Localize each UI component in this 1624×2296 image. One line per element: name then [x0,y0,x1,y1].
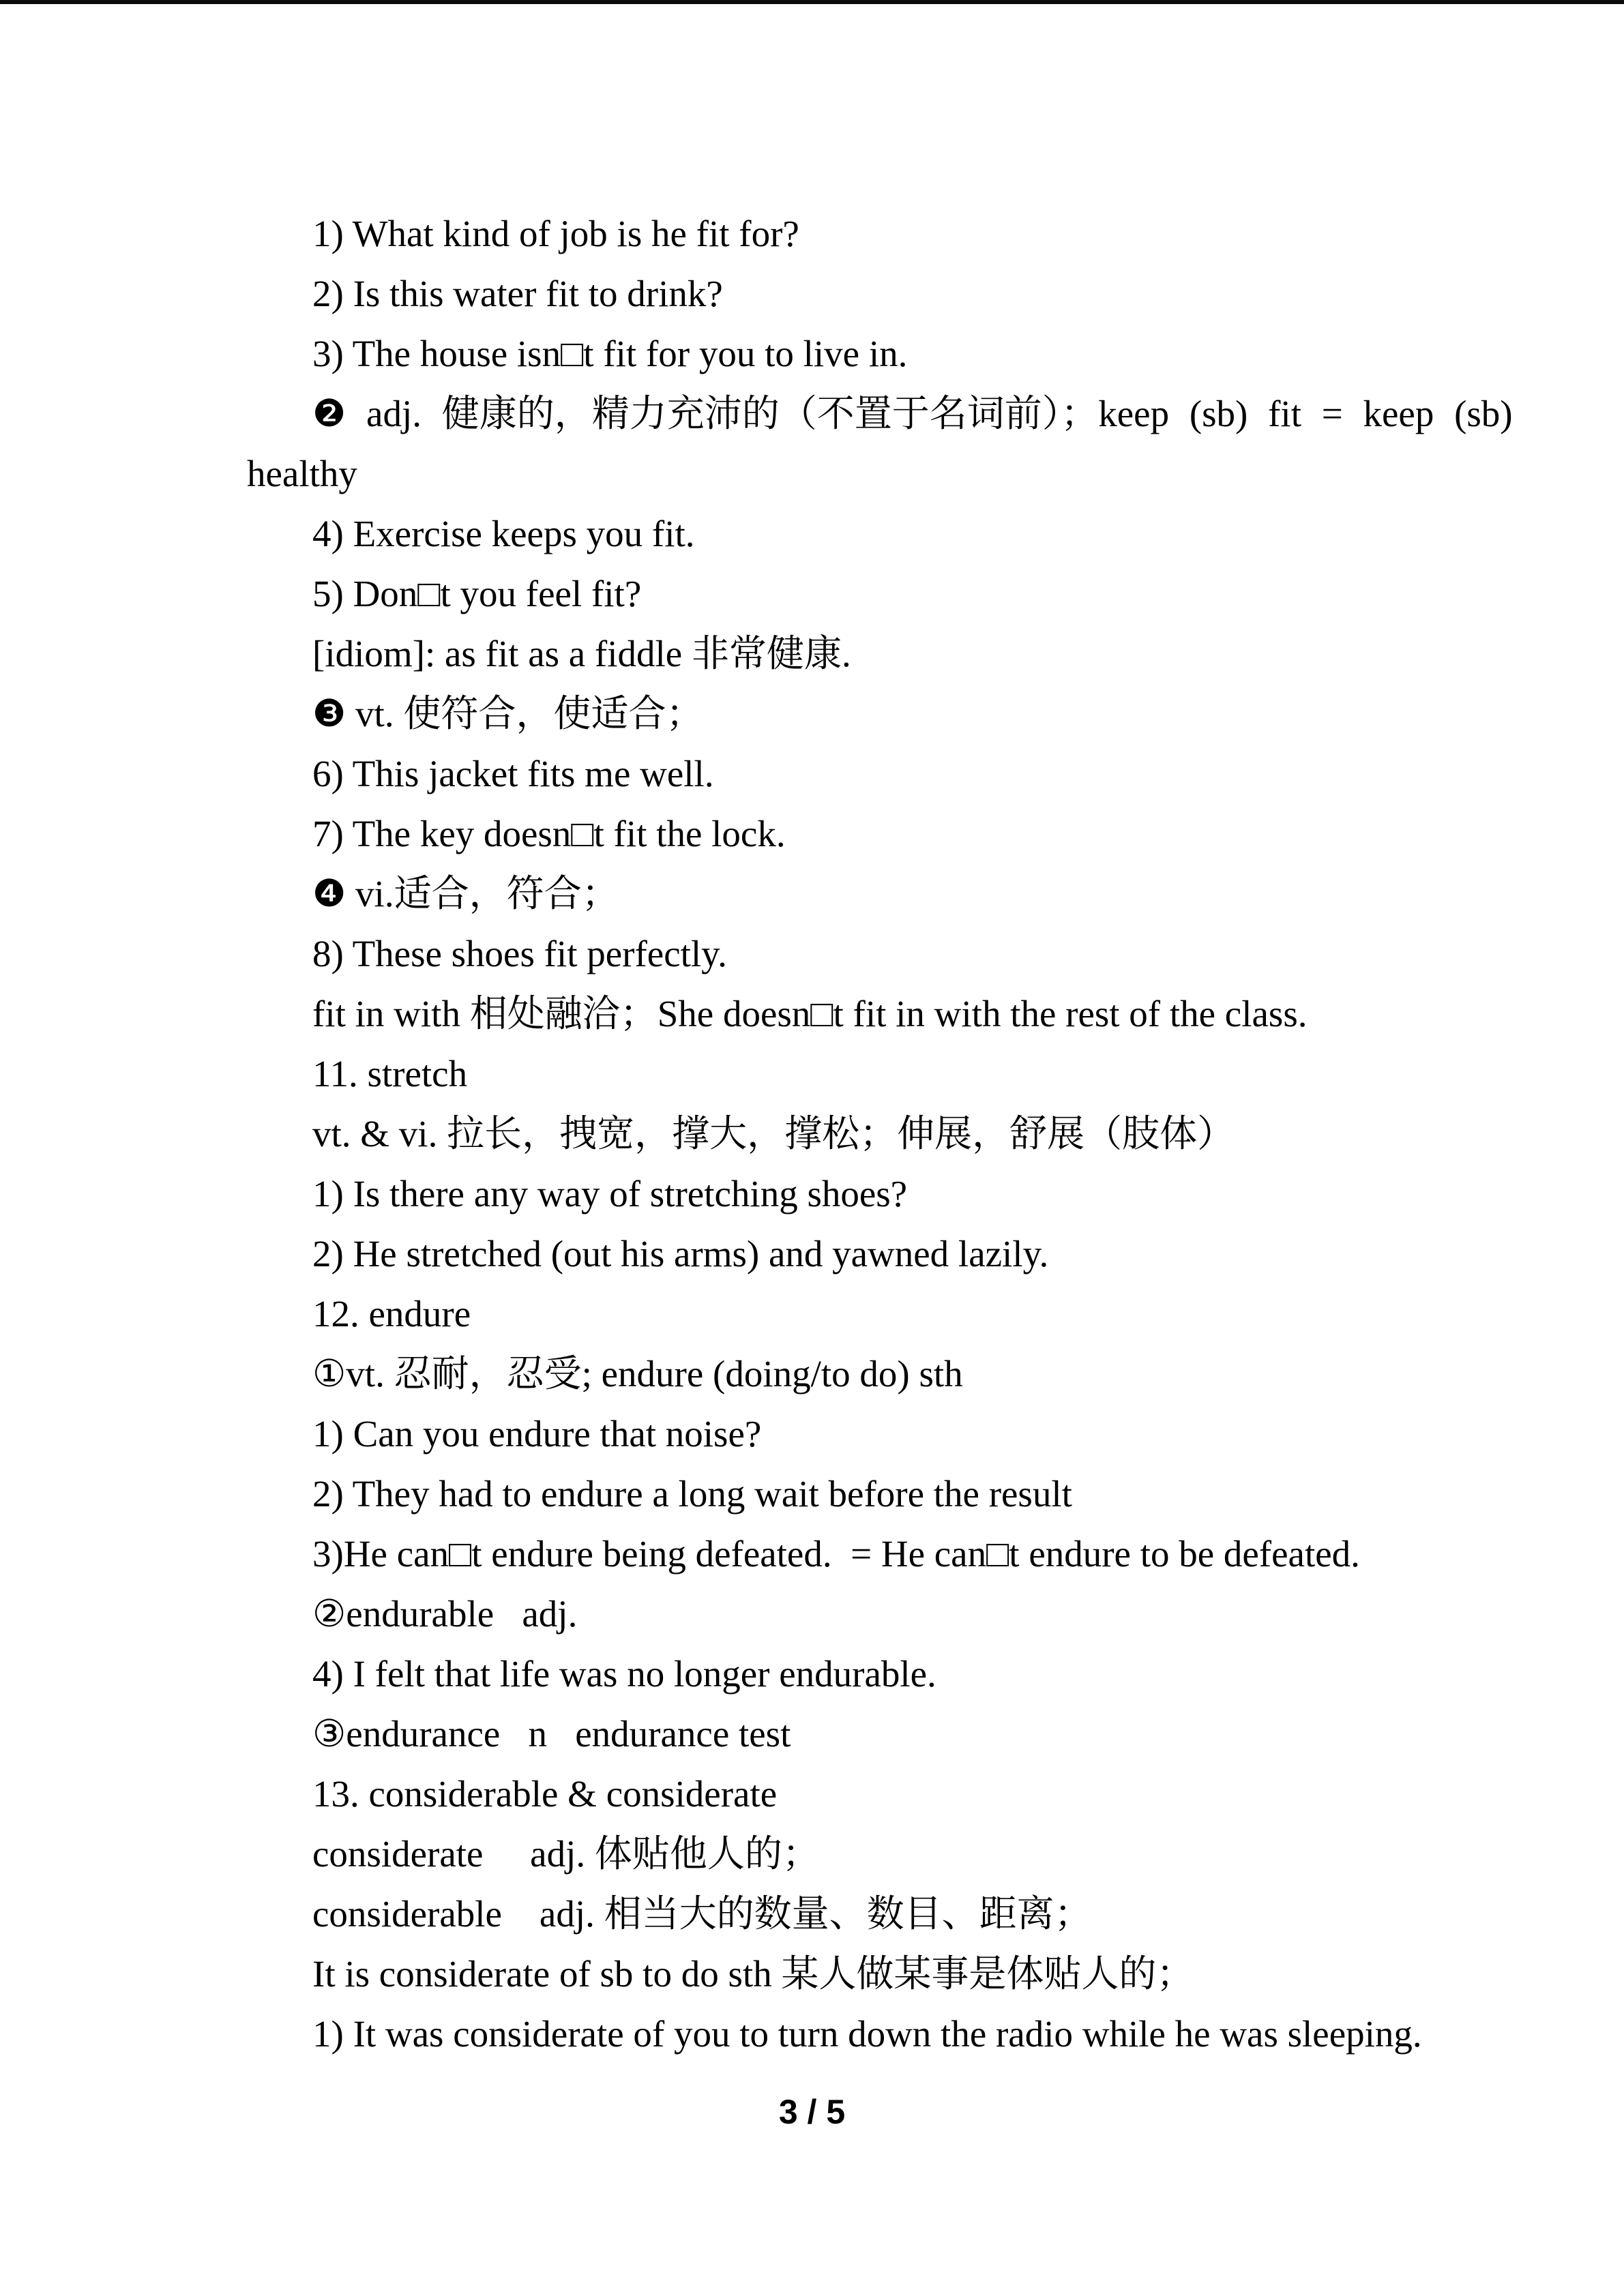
text-line: 4) Exercise keeps you fit. [312,513,695,554]
text-line: It is considerate of sb to do sth 某人做某事是体贴人的； [312,1953,1194,1995]
scan-edge-artifact [0,0,1624,4]
text-line: 2) They had to endure a long wait before the result [312,1473,1072,1515]
text-line: 4) I felt that life was no longer endurable. [312,1653,936,1695]
text-line: 1) Is there any way of stretching shoes? [312,1173,908,1214]
text-line: 13. considerable & considerate [312,1773,778,1815]
text-line: 11. stretch [312,1053,468,1094]
text-line: considerate adj. 体贴他人的； [312,1833,820,1875]
text-line: fit in with 相处融洽；She doesn□t fit in with the rest of the class. [312,993,1308,1034]
text-line: 5) Don□t you feel fit? [312,573,642,614]
text-line: [idiom]: as fit as a fiddle 非常健康. [312,633,851,674]
text-line: 3)He can□t endure being defeated. = He can□t endure to be defeated. [312,1533,1360,1575]
text-line: considerable adj. 相当大的数量、数目、距离； [312,1893,1092,1935]
text-line: vt. & vi. 拉长，拽宽，撑大，撑松；伸展，舒展（肢体） [312,1113,1235,1154]
page-number: 3 / 5 [778,2093,846,2131]
text-line: 8) These shoes fit perfectly. [312,933,727,974]
text-line: 6) This jacket fits me well. [312,753,714,794]
document-body [247,204,1513,2064]
text-line: 2) He stretched (out his arms) and yawned lazily. [312,1233,1049,1274]
text-line: 7) The key doesn□t fit the lock. [312,813,786,854]
text-line: healthy [247,453,357,494]
text-line: 1) What kind of job is he fit for? [312,213,799,254]
text-line: ❹ vi.适合，符合； [312,873,619,914]
text-line: 1) It was considerate of you to turn down the radio while he was sleeping. [312,2013,1422,2055]
text-line: ❷ adj. 健康的，精力充沛的（不置于名词前）；keep (sb) fit = keep (sb) [312,393,1513,434]
text-line: 12. endure [312,1293,471,1335]
text-line: 2) Is this water fit to drink? [312,273,723,314]
text-line: ③endurance n endurance test [312,1713,791,1755]
text-line: ②endurable adj. [312,1593,578,1635]
text-line: 1) Can you endure that noise? [312,1413,762,1455]
text-line: ①vt. 忍耐，忍受; endure (doing/to do) sth [312,1353,963,1395]
text-line: 3) The house isn□t fit for you to live in. [312,333,908,374]
text-line: ❸ vt. 使符合，使适合； [312,693,704,734]
